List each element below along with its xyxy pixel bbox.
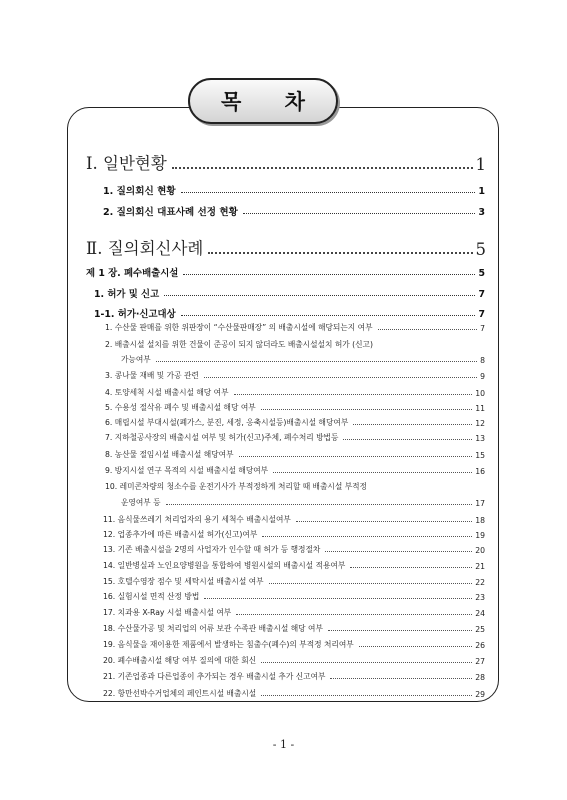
toc-entry-label: 제 1 장. 폐수배출시설 bbox=[86, 268, 179, 279]
dot-leader bbox=[183, 274, 475, 275]
toc-item[interactable] bbox=[103, 576, 485, 587]
toc-entry-page: 7 bbox=[478, 289, 485, 300]
toc-entry-page: 8 bbox=[480, 356, 485, 365]
toc-entry-label: Ⅰ. 일반현황 bbox=[86, 154, 167, 173]
toc-entry-label: 1. 허가 및 신고 bbox=[94, 289, 160, 300]
toc-title: 목 차 bbox=[188, 78, 338, 124]
toc-entry-page: 18 bbox=[475, 516, 485, 525]
toc-entry-page: 21 bbox=[475, 562, 485, 571]
toc-entry-page: 27 bbox=[475, 657, 485, 666]
toc-entry-label: 14. 일반병실과 노인요양병원을 통합하여 병원시설의 배출시설 적용여부 bbox=[103, 561, 346, 570]
toc-entry-page: 1 bbox=[475, 155, 486, 174]
toc-entry-page: 23 bbox=[475, 593, 485, 602]
dot-leader bbox=[350, 567, 472, 568]
dot-leader bbox=[204, 377, 477, 378]
toc-item-continuation[interactable] bbox=[121, 497, 485, 508]
toc-entry-label: Ⅱ. 질의회신사례 bbox=[86, 239, 204, 258]
dot-leader bbox=[236, 614, 472, 615]
toc-heading[interactable] bbox=[94, 286, 485, 300]
toc-entry-page: 9 bbox=[480, 372, 485, 381]
toc-entry-page: 19 bbox=[475, 531, 485, 540]
toc-entry-page: 20 bbox=[475, 546, 485, 555]
toc-entry-label: 4. 토양세척 시설 배출시설 해당 여부 bbox=[105, 388, 229, 397]
toc-entry-page: 7 bbox=[478, 309, 485, 320]
page-number: - 1 - bbox=[272, 738, 295, 751]
toc-entry-page: 28 bbox=[475, 673, 485, 682]
toc-entry-label: 1-1. 허가·신고대상 bbox=[94, 309, 176, 320]
toc-entry-label: 16. 실험시설 면적 산정 방법 bbox=[103, 592, 200, 601]
toc-entry-label: 21. 기존업종과 다른업종이 추가되는 경우 배출시설 추가 신고여부 bbox=[103, 672, 326, 681]
toc-entry-page: 3 bbox=[478, 207, 485, 218]
toc-entry-label: 20. 폐수배출시설 해당 여부 질의에 대한 회신 bbox=[103, 656, 257, 665]
dot-leader bbox=[343, 439, 472, 440]
toc-entry-label: 5. 수용성 절삭유 폐수 및 배출시설 해당 여부 bbox=[105, 403, 256, 412]
toc-item[interactable] bbox=[105, 417, 485, 428]
toc-entry-page: 24 bbox=[475, 609, 485, 618]
toc-entry-label: 3. 콩나물 재배 및 가공 관련 bbox=[105, 371, 199, 380]
toc-item[interactable] bbox=[103, 529, 485, 540]
toc-entry-page: 26 bbox=[475, 641, 485, 650]
toc-subsection[interactable] bbox=[103, 204, 485, 218]
dot-leader bbox=[273, 472, 472, 473]
toc-item[interactable] bbox=[105, 370, 485, 381]
toc-entry-page: 5 bbox=[475, 240, 486, 259]
toc-entry-page: 29 bbox=[475, 690, 485, 699]
dot-leader bbox=[164, 295, 475, 296]
toc-item[interactable]: 10. 레미콘차량의 청소수를 운전기사가 부적정하게 처리할 때 배출시설 부적정 bbox=[105, 482, 367, 491]
toc-item-continuation[interactable] bbox=[121, 354, 485, 365]
toc-entry-label: 8. 농산물 절임시설 배출시설 해당여부 bbox=[105, 450, 234, 459]
dot-leader bbox=[269, 583, 473, 584]
toc-entry-page: 17 bbox=[475, 499, 485, 508]
toc-item[interactable] bbox=[105, 432, 485, 443]
toc-item[interactable] bbox=[103, 688, 485, 699]
dot-leader bbox=[234, 394, 473, 395]
dot-leader bbox=[166, 504, 473, 505]
toc-subsection[interactable] bbox=[103, 183, 485, 197]
toc-entry-page: 25 bbox=[475, 625, 485, 634]
dot-leader bbox=[208, 252, 472, 254]
dot-leader bbox=[156, 361, 477, 362]
toc-item[interactable] bbox=[105, 387, 485, 398]
toc-item[interactable] bbox=[105, 402, 485, 413]
dot-leader bbox=[181, 315, 476, 316]
toc-entry-label: 12. 업종추가에 따른 배출시설 허가(신고)여부 bbox=[103, 530, 258, 539]
dot-leader bbox=[261, 695, 472, 696]
dot-leader bbox=[243, 213, 475, 214]
toc-entry-label: 13. 기존 배출시설을 2명의 사업자가 인수할 때 허가 등 행정절차 bbox=[103, 545, 321, 554]
toc-item[interactable] bbox=[103, 607, 485, 618]
toc-entry-page: 22 bbox=[475, 578, 485, 587]
toc-item[interactable] bbox=[103, 623, 485, 634]
dot-leader bbox=[181, 192, 476, 193]
toc-item[interactable] bbox=[103, 655, 485, 666]
toc-item[interactable] bbox=[103, 514, 485, 525]
dot-leader bbox=[204, 598, 472, 599]
dot-leader bbox=[239, 456, 473, 457]
dot-leader bbox=[261, 409, 473, 410]
dot-leader bbox=[353, 424, 472, 425]
toc-entry-label: 6. 매립시설 부대시설(폐가스, 분진, 세정, 응축시설등)배출시설 해당여부 bbox=[105, 418, 349, 427]
toc-entry-label: 18. 수산물가공 및 처리업의 어류 보관 수족관 배출시설 해당 여부 bbox=[103, 624, 323, 633]
toc-item[interactable] bbox=[105, 465, 485, 476]
dot-leader bbox=[261, 662, 472, 663]
dot-leader bbox=[359, 646, 473, 647]
toc-heading[interactable] bbox=[94, 306, 485, 320]
dot-leader bbox=[328, 630, 472, 631]
toc-item[interactable] bbox=[105, 449, 485, 460]
toc-item[interactable] bbox=[103, 639, 485, 650]
toc-entry-label: 22. 항만선박수거업체의 페인트시설 배출시설 bbox=[103, 689, 257, 698]
dot-leader bbox=[330, 678, 472, 679]
toc-section[interactable] bbox=[86, 150, 486, 174]
toc-chapter[interactable] bbox=[86, 265, 485, 279]
toc-entry-page: 1 bbox=[478, 186, 485, 197]
toc-entry-label: 9. 방지시설 연구 목적의 시설 배출시설 해당여부 bbox=[105, 466, 269, 475]
toc-entry-page: 7 bbox=[480, 324, 485, 333]
toc-item[interactable] bbox=[105, 322, 485, 333]
toc-item[interactable] bbox=[103, 591, 485, 602]
dot-leader bbox=[325, 551, 472, 552]
toc-item[interactable] bbox=[103, 544, 485, 555]
toc-item[interactable] bbox=[103, 671, 485, 682]
toc-entry-label: 19. 음식물을 재이용한 제품에서 발생하는 침출수(폐수)의 부적정 처리여부 bbox=[103, 640, 354, 649]
toc-entry-label: 가능여부 bbox=[121, 355, 151, 364]
toc-entry-page: 16 bbox=[475, 467, 485, 476]
toc-entry-page: 12 bbox=[475, 419, 485, 428]
dot-leader bbox=[262, 536, 472, 537]
toc-entry-label: 17. 치과용 X-Ray 시설 배출시설 여부 bbox=[103, 608, 232, 617]
toc-entry-page: 10 bbox=[475, 389, 485, 398]
toc-entry-page: 13 bbox=[475, 434, 485, 443]
dot-leader bbox=[378, 329, 478, 330]
toc-entry-page: 11 bbox=[475, 404, 485, 413]
toc-entry-label: 운영여부 등 bbox=[121, 498, 161, 507]
toc-entry-label: 11. 음식물쓰레기 처리업자의 용기 세척수 배출시설여부 bbox=[103, 515, 291, 524]
toc-entry-label: 2. 질의회신 대표사례 선정 현황 bbox=[103, 207, 238, 218]
toc-entry-page: 5 bbox=[478, 268, 485, 279]
toc-entry-label: 1. 질의회신 현황 bbox=[103, 186, 176, 197]
toc-entry-page: 15 bbox=[475, 451, 485, 460]
toc-entry-label: 15. 호텔수영장 점수 및 세탁시설 배출시설 여부 bbox=[103, 577, 264, 586]
toc-entry-label: 1. 수산물 판매를 위한 위판장이 “수산물판매장” 의 배출시설에 해당되는지 여부 bbox=[105, 323, 373, 332]
toc-entry-label: 7. 지하철공사장의 배출시설 여부 및 허가(신고)주체, 폐수처리 방법등 bbox=[105, 433, 339, 442]
toc-section[interactable] bbox=[86, 235, 486, 259]
toc-item[interactable]: 2. 배출시설 설치를 위한 건물이 준공이 되지 않더라도 배출시설설치 허가 (신고) bbox=[105, 340, 373, 349]
toc-item[interactable] bbox=[103, 560, 485, 571]
dot-leader bbox=[296, 521, 472, 522]
dot-leader bbox=[172, 167, 473, 169]
